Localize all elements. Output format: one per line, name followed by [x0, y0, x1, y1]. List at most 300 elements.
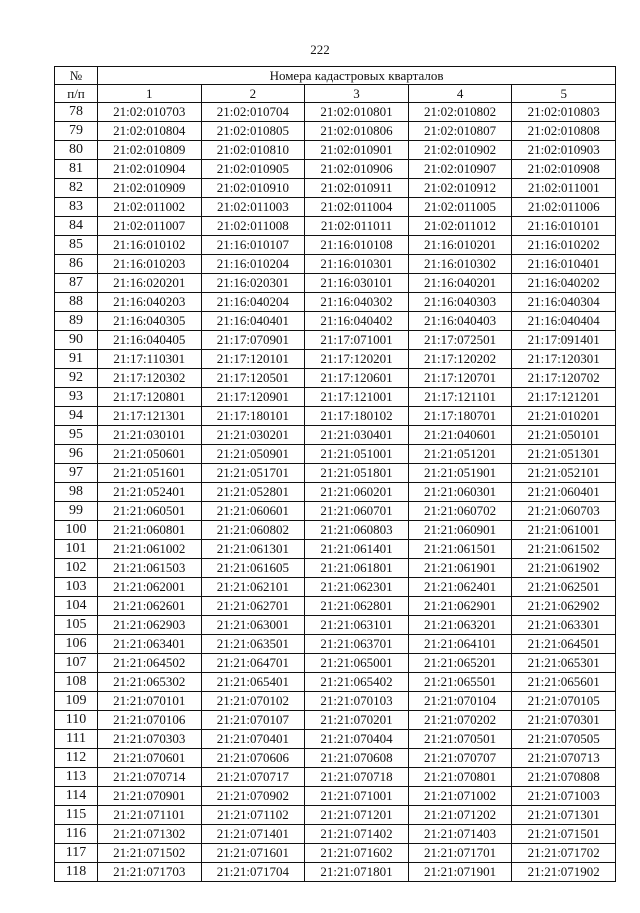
- cadastral-number-cell: 21:16:040402: [305, 312, 409, 331]
- cadastral-number-cell: 21:21:062801: [305, 597, 409, 616]
- cadastral-number-cell: 21:16:040303: [408, 293, 512, 312]
- cadastral-number-cell: 21:21:062401: [408, 578, 512, 597]
- cadastral-number-cell: 21:17:072501: [408, 331, 512, 350]
- cadastral-number-cell: 21:21:065601: [512, 673, 616, 692]
- cadastral-number-cell: 21:16:010101: [512, 217, 616, 236]
- cadastral-number-cell: 21:21:060901: [408, 521, 512, 540]
- cadastral-number-cell: 21:21:063001: [201, 616, 305, 635]
- cadastral-number-cell: 21:21:060801: [98, 521, 202, 540]
- row-number: 96: [55, 445, 98, 464]
- cadastral-number-cell: 21:02:010703: [98, 103, 202, 122]
- table-row: [55, 426, 616, 445]
- table-row: [55, 369, 616, 388]
- cadastral-number-cell: 21:16:040404: [512, 312, 616, 331]
- cadastral-number-cell: 21:16:040201: [408, 274, 512, 293]
- cadastral-number-cell: 21:21:060802: [201, 521, 305, 540]
- cadastral-number-cell: 21:21:070501: [408, 730, 512, 749]
- row-number: 99: [55, 502, 98, 521]
- cadastral-number-cell: 21:17:120701: [408, 369, 512, 388]
- cadastral-number-cell: 21:02:010902: [408, 141, 512, 160]
- table-body: [55, 103, 616, 882]
- cadastral-number-cell: 21:21:070101: [98, 692, 202, 711]
- cadastral-number-cell: 21:16:010301: [305, 255, 409, 274]
- cadastral-quarters-table: [54, 66, 616, 882]
- cadastral-number-cell: 21:21:060601: [201, 502, 305, 521]
- cadastral-number-cell: 21:21:030101: [98, 426, 202, 445]
- cadastral-number-cell: 21:21:065001: [305, 654, 409, 673]
- cadastral-number-cell: 21:21:060401: [512, 483, 616, 502]
- cadastral-number-cell: 21:21:051901: [408, 464, 512, 483]
- cadastral-number-cell: 21:21:063301: [512, 616, 616, 635]
- header-group-title: Номера кадастровых кварталов: [98, 67, 616, 85]
- cadastral-number-cell: 21:21:070606: [201, 749, 305, 768]
- cadastral-number-cell: 21:21:062903: [98, 616, 202, 635]
- table-row: [55, 350, 616, 369]
- cadastral-number-cell: 21:21:052801: [201, 483, 305, 502]
- table-row: [55, 806, 616, 825]
- table-row: [55, 578, 616, 597]
- cadastral-number-cell: 21:21:062701: [201, 597, 305, 616]
- row-number: 104: [55, 597, 98, 616]
- cadastral-number-cell: 21:02:010803: [512, 103, 616, 122]
- row-number: 112: [55, 749, 98, 768]
- cadastral-number-cell: 21:16:040401: [201, 312, 305, 331]
- cadastral-number-cell: 21:21:051201: [408, 445, 512, 464]
- row-number: 110: [55, 711, 98, 730]
- header-column-2: 2: [201, 85, 305, 103]
- cadastral-number-cell: 21:16:010202: [512, 236, 616, 255]
- row-number: 113: [55, 768, 98, 787]
- table-row: [55, 141, 616, 160]
- cadastral-number-cell: 21:02:010910: [201, 179, 305, 198]
- cadastral-number-cell: 21:21:061001: [512, 521, 616, 540]
- cadastral-number-cell: 21:02:010901: [305, 141, 409, 160]
- cadastral-number-cell: 21:21:064101: [408, 635, 512, 654]
- table-row: [55, 635, 616, 654]
- cadastral-number-cell: 21:21:070301: [512, 711, 616, 730]
- cadastral-number-cell: 21:21:070608: [305, 749, 409, 768]
- cadastral-number-cell: 21:21:071704: [201, 863, 305, 882]
- cadastral-number-cell: 21:21:063401: [98, 635, 202, 654]
- row-number: 97: [55, 464, 98, 483]
- cadastral-number-cell: 21:02:010805: [201, 122, 305, 141]
- cadastral-number-cell: 21:21:070105: [512, 692, 616, 711]
- page-number: 222: [310, 42, 330, 57]
- cadastral-number-cell: 21:21:071902: [512, 863, 616, 882]
- cadastral-number-cell: 21:21:062101: [201, 578, 305, 597]
- table-row: [55, 863, 616, 882]
- table-row: [55, 312, 616, 331]
- header-num-label: №: [55, 67, 98, 85]
- cadastral-number-cell: 21:17:110301: [98, 350, 202, 369]
- cadastral-number-cell: 21:16:010204: [201, 255, 305, 274]
- cadastral-number-cell: 21:02:010802: [408, 103, 512, 122]
- cadastral-number-cell: 21:21:071501: [512, 825, 616, 844]
- cadastral-number-cell: 21:21:071002: [408, 787, 512, 806]
- cadastral-number-cell: 21:02:010909: [98, 179, 202, 198]
- cadastral-number-cell: 21:02:011012: [408, 217, 512, 236]
- cadastral-number-cell: 21:21:071601: [201, 844, 305, 863]
- cadastral-number-cell: 21:21:050901: [201, 445, 305, 464]
- cadastral-number-cell: 21:21:060703: [512, 502, 616, 521]
- cadastral-number-cell: 21:17:120801: [98, 388, 202, 407]
- cadastral-number-cell: 21:02:010908: [512, 160, 616, 179]
- cadastral-number-cell: 21:02:011005: [408, 198, 512, 217]
- cadastral-number-cell: 21:21:060501: [98, 502, 202, 521]
- cadastral-number-cell: 21:17:120501: [201, 369, 305, 388]
- cadastral-number-cell: 21:17:120202: [408, 350, 512, 369]
- cadastral-number-cell: 21:16:020201: [98, 274, 202, 293]
- table-row: [55, 844, 616, 863]
- cadastral-number-cell: 21:21:062301: [305, 578, 409, 597]
- row-number: 90: [55, 331, 98, 350]
- cadastral-number-cell: 21:21:064701: [201, 654, 305, 673]
- row-number: 94: [55, 407, 98, 426]
- table-row: [55, 483, 616, 502]
- table-row: [55, 502, 616, 521]
- cadastral-number-cell: 21:21:070713: [512, 749, 616, 768]
- table-row: [55, 654, 616, 673]
- cadastral-number-cell: 21:17:180101: [201, 407, 305, 426]
- cadastral-number-cell: 21:21:064501: [512, 635, 616, 654]
- cadastral-number-cell: 21:02:011007: [98, 217, 202, 236]
- table-row: [55, 787, 616, 806]
- cadastral-number-cell: 21:02:010810: [201, 141, 305, 160]
- cadastral-number-cell: 21:21:065402: [305, 673, 409, 692]
- cadastral-number-cell: 21:16:040405: [98, 331, 202, 350]
- cadastral-number-cell: 21:16:040204: [201, 293, 305, 312]
- row-number: 81: [55, 160, 98, 179]
- cadastral-number-cell: 21:21:070107: [201, 711, 305, 730]
- table-row: [55, 521, 616, 540]
- table-row: [55, 255, 616, 274]
- cadastral-number-cell: 21:02:010912: [408, 179, 512, 198]
- cadastral-number-cell: 21:21:060301: [408, 483, 512, 502]
- table-row: [55, 388, 616, 407]
- cadastral-number-cell: 21:21:062601: [98, 597, 202, 616]
- cadastral-number-cell: 21:17:120901: [201, 388, 305, 407]
- cadastral-number-cell: 21:16:040305: [98, 312, 202, 331]
- row-number: 101: [55, 540, 98, 559]
- table-row: [55, 768, 616, 787]
- row-number: 83: [55, 198, 98, 217]
- cadastral-number-cell: 21:21:070103: [305, 692, 409, 711]
- cadastral-number-cell: 21:16:020301: [201, 274, 305, 293]
- header-row-top: [55, 67, 616, 85]
- cadastral-number-cell: 21:21:071403: [408, 825, 512, 844]
- row-number: 102: [55, 559, 98, 578]
- cadastral-number-cell: 21:21:070901: [98, 787, 202, 806]
- row-number: 89: [55, 312, 98, 331]
- cadastral-number-cell: 21:21:061902: [512, 559, 616, 578]
- cadastral-number-cell: 21:21:071102: [201, 806, 305, 825]
- cadastral-number-cell: 21:16:010107: [201, 236, 305, 255]
- cadastral-number-cell: 21:21:071101: [98, 806, 202, 825]
- cadastral-number-cell: 21:17:120302: [98, 369, 202, 388]
- row-number: 91: [55, 350, 98, 369]
- cadastral-number-cell: 21:21:051001: [305, 445, 409, 464]
- cadastral-number-cell: 21:16:010108: [305, 236, 409, 255]
- cadastral-number-cell: 21:21:071001: [305, 787, 409, 806]
- cadastral-number-cell: 21:02:011008: [201, 217, 305, 236]
- cadastral-number-cell: 21:02:010906: [305, 160, 409, 179]
- cadastral-number-cell: 21:16:040203: [98, 293, 202, 312]
- cadastral-number-cell: 21:21:070104: [408, 692, 512, 711]
- cadastral-number-cell: 21:21:065501: [408, 673, 512, 692]
- cadastral-number-cell: 21:02:011006: [512, 198, 616, 217]
- cadastral-number-cell: 21:21:071201: [305, 806, 409, 825]
- cadastral-number-cell: 21:21:063701: [305, 635, 409, 654]
- header-num-sublabel: п/п: [55, 85, 98, 103]
- cadastral-number-cell: 21:21:071302: [98, 825, 202, 844]
- cadastral-number-cell: 21:21:061901: [408, 559, 512, 578]
- cadastral-number-cell: 21:21:063201: [408, 616, 512, 635]
- cadastral-number-cell: 21:21:071401: [201, 825, 305, 844]
- row-number: 115: [55, 806, 98, 825]
- cadastral-number-cell: 21:21:070106: [98, 711, 202, 730]
- cadastral-number-cell: 21:21:051601: [98, 464, 202, 483]
- cadastral-number-cell: 21:17:121101: [408, 388, 512, 407]
- cadastral-number-cell: 21:21:030201: [201, 426, 305, 445]
- row-number: 93: [55, 388, 98, 407]
- cadastral-number-cell: 21:17:121201: [512, 388, 616, 407]
- cadastral-number-cell: 21:21:061401: [305, 540, 409, 559]
- cadastral-number-cell: 21:02:010808: [512, 122, 616, 141]
- row-number: 114: [55, 787, 98, 806]
- cadastral-number-cell: 21:21:060201: [305, 483, 409, 502]
- row-number: 103: [55, 578, 98, 597]
- cadastral-number-cell: 21:21:050101: [512, 426, 616, 445]
- cadastral-number-cell: 21:02:010907: [408, 160, 512, 179]
- row-number: 79: [55, 122, 98, 141]
- table-row: [55, 407, 616, 426]
- cadastral-number-cell: 21:16:040202: [512, 274, 616, 293]
- header-column-5: 5: [512, 85, 616, 103]
- cadastral-number-cell: 21:21:071301: [512, 806, 616, 825]
- table-row: [55, 597, 616, 616]
- cadastral-number-cell: 21:21:070718: [305, 768, 409, 787]
- cadastral-number-cell: 21:16:010201: [408, 236, 512, 255]
- cadastral-number-cell: 21:21:061801: [305, 559, 409, 578]
- row-number: 116: [55, 825, 98, 844]
- table-row: [55, 749, 616, 768]
- cadastral-number-cell: 21:21:061503: [98, 559, 202, 578]
- cadastral-number-cell: 21:17:120702: [512, 369, 616, 388]
- cadastral-number-cell: 21:16:040304: [512, 293, 616, 312]
- table-row: [55, 236, 616, 255]
- cadastral-number-cell: 21:16:010102: [98, 236, 202, 255]
- cadastral-number-cell: 21:17:180701: [408, 407, 512, 426]
- cadastral-number-cell: 21:02:010903: [512, 141, 616, 160]
- table-row: [55, 730, 616, 749]
- cadastral-number-cell: 21:16:010203: [98, 255, 202, 274]
- cadastral-number-cell: 21:21:070303: [98, 730, 202, 749]
- cadastral-number-cell: 21:21:065302: [98, 673, 202, 692]
- cadastral-number-cell: 21:17:091401: [512, 331, 616, 350]
- row-number: 106: [55, 635, 98, 654]
- cadastral-number-cell: 21:21:052401: [98, 483, 202, 502]
- row-number: 117: [55, 844, 98, 863]
- cadastral-number-cell: 21:16:010302: [408, 255, 512, 274]
- row-number: 80: [55, 141, 98, 160]
- cadastral-number-cell: 21:21:071702: [512, 844, 616, 863]
- cadastral-number-cell: 21:21:061002: [98, 540, 202, 559]
- cadastral-number-cell: 21:21:070808: [512, 768, 616, 787]
- cadastral-number-cell: 21:21:070201: [305, 711, 409, 730]
- cadastral-number-cell: 21:02:010911: [305, 179, 409, 198]
- cadastral-number-cell: 21:21:070707: [408, 749, 512, 768]
- cadastral-number-cell: 21:21:062501: [512, 578, 616, 597]
- cadastral-number-cell: 21:21:071703: [98, 863, 202, 882]
- cadastral-number-cell: 21:21:061605: [201, 559, 305, 578]
- cadastral-number-cell: 21:21:060702: [408, 502, 512, 521]
- cadastral-number-cell: 21:21:070404: [305, 730, 409, 749]
- row-number: 100: [55, 521, 98, 540]
- header-row-bottom: [55, 85, 616, 103]
- cadastral-number-cell: 21:21:050601: [98, 445, 202, 464]
- cadastral-number-cell: 21:16:010401: [512, 255, 616, 274]
- cadastral-number-cell: 21:02:011004: [305, 198, 409, 217]
- cadastral-number-cell: 21:02:011011: [305, 217, 409, 236]
- cadastral-number-cell: 21:21:071202: [408, 806, 512, 825]
- cadastral-number-cell: 21:02:010905: [201, 160, 305, 179]
- table-row: [55, 464, 616, 483]
- row-number: 88: [55, 293, 98, 312]
- cadastral-number-cell: 21:21:070202: [408, 711, 512, 730]
- table-row: [55, 198, 616, 217]
- header-column-1: 1: [98, 85, 202, 103]
- table-row: [55, 616, 616, 635]
- table-row: [55, 122, 616, 141]
- cadastral-number-cell: 21:21:071701: [408, 844, 512, 863]
- row-number: 108: [55, 673, 98, 692]
- cadastral-number-cell: 21:21:051301: [512, 445, 616, 464]
- row-number: 87: [55, 274, 98, 293]
- row-number: 82: [55, 179, 98, 198]
- cadastral-number-cell: 21:17:121301: [98, 407, 202, 426]
- cadastral-number-cell: 21:21:070902: [201, 787, 305, 806]
- cadastral-number-cell: 21:21:030401: [305, 426, 409, 445]
- cadastral-number-cell: 21:16:040302: [305, 293, 409, 312]
- row-number: 92: [55, 369, 98, 388]
- cadastral-number-cell: 21:21:064502: [98, 654, 202, 673]
- cadastral-number-cell: 21:02:010809: [98, 141, 202, 160]
- cadastral-number-cell: 21:02:011001: [512, 179, 616, 198]
- cadastral-number-cell: 21:21:052101: [512, 464, 616, 483]
- cadastral-number-cell: 21:21:070601: [98, 749, 202, 768]
- row-number: 118: [55, 863, 98, 882]
- table-row: [55, 540, 616, 559]
- header-column-4: 4: [408, 85, 512, 103]
- table-row: [55, 331, 616, 350]
- cadastral-number-cell: 21:21:061501: [408, 540, 512, 559]
- cadastral-number-cell: 21:17:180102: [305, 407, 409, 426]
- row-number: 84: [55, 217, 98, 236]
- cadastral-number-cell: 21:21:070401: [201, 730, 305, 749]
- cadastral-number-cell: 21:21:062001: [98, 578, 202, 597]
- cadastral-number-cell: 21:02:010807: [408, 122, 512, 141]
- cadastral-number-cell: 21:02:010806: [305, 122, 409, 141]
- row-number: 95: [55, 426, 98, 445]
- row-number: 109: [55, 692, 98, 711]
- cadastral-number-cell: 21:21:071502: [98, 844, 202, 863]
- table-row: [55, 217, 616, 236]
- row-number: 105: [55, 616, 98, 635]
- cadastral-number-cell: 21:21:051801: [305, 464, 409, 483]
- cadastral-number-cell: 21:21:051701: [201, 464, 305, 483]
- table-row: [55, 179, 616, 198]
- cadastral-number-cell: 21:17:120201: [305, 350, 409, 369]
- cadastral-number-cell: 21:17:120601: [305, 369, 409, 388]
- cadastral-number-cell: 21:17:121001: [305, 388, 409, 407]
- row-number: 85: [55, 236, 98, 255]
- cadastral-number-cell: 21:21:071901: [408, 863, 512, 882]
- cadastral-number-cell: 21:21:070714: [98, 768, 202, 787]
- cadastral-number-cell: 21:21:070801: [408, 768, 512, 787]
- table-row: [55, 711, 616, 730]
- cadastral-number-cell: 21:02:010801: [305, 103, 409, 122]
- table-row: [55, 673, 616, 692]
- table-row: [55, 293, 616, 312]
- cadastral-number-cell: 21:21:065301: [512, 654, 616, 673]
- row-number: 78: [55, 103, 98, 122]
- cadastral-number-cell: 21:21:060701: [305, 502, 409, 521]
- cadastral-number-cell: 21:21:062901: [408, 597, 512, 616]
- table-row: [55, 692, 616, 711]
- cadastral-number-cell: 21:02:011003: [201, 198, 305, 217]
- row-number: 107: [55, 654, 98, 673]
- header-column-3: 3: [305, 85, 409, 103]
- cadastral-number-cell: 21:16:040403: [408, 312, 512, 331]
- cadastral-number-cell: 21:21:071003: [512, 787, 616, 806]
- cadastral-number-cell: 21:21:040601: [408, 426, 512, 445]
- row-number: 98: [55, 483, 98, 502]
- row-number: 111: [55, 730, 98, 749]
- cadastral-number-cell: 21:02:010904: [98, 160, 202, 179]
- table-row: [55, 559, 616, 578]
- cadastral-number-cell: 21:16:030101: [305, 274, 409, 293]
- cadastral-number-cell: 21:21:060803: [305, 521, 409, 540]
- row-number: 86: [55, 255, 98, 274]
- table-row: [55, 103, 616, 122]
- cadastral-number-cell: 21:21:063501: [201, 635, 305, 654]
- cadastral-number-cell: 21:21:065201: [408, 654, 512, 673]
- cadastral-number-cell: 21:17:120101: [201, 350, 305, 369]
- cadastral-number-cell: 21:21:062902: [512, 597, 616, 616]
- cadastral-number-cell: 21:21:065401: [201, 673, 305, 692]
- cadastral-number-cell: 21:21:063101: [305, 616, 409, 635]
- cadastral-number-cell: 21:17:070901: [201, 331, 305, 350]
- cadastral-number-cell: 21:02:010804: [98, 122, 202, 141]
- cadastral-number-cell: 21:21:070505: [512, 730, 616, 749]
- cadastral-number-cell: 21:21:071602: [305, 844, 409, 863]
- cadastral-number-cell: 21:21:061502: [512, 540, 616, 559]
- table-row: [55, 825, 616, 844]
- cadastral-number-cell: 21:17:120301: [512, 350, 616, 369]
- table-header: [55, 67, 616, 103]
- cadastral-number-cell: 21:02:010704: [201, 103, 305, 122]
- cadastral-number-cell: 21:21:071402: [305, 825, 409, 844]
- table-row: [55, 445, 616, 464]
- cadastral-number-cell: 21:02:011002: [98, 198, 202, 217]
- table-row: [55, 274, 616, 293]
- cadastral-number-cell: 21:21:070717: [201, 768, 305, 787]
- cadastral-number-cell: 21:21:010201: [512, 407, 616, 426]
- cadastral-number-cell: 21:17:071001: [305, 331, 409, 350]
- cadastral-number-cell: 21:21:061301: [201, 540, 305, 559]
- cadastral-number-cell: 21:21:070102: [201, 692, 305, 711]
- table-row: [55, 160, 616, 179]
